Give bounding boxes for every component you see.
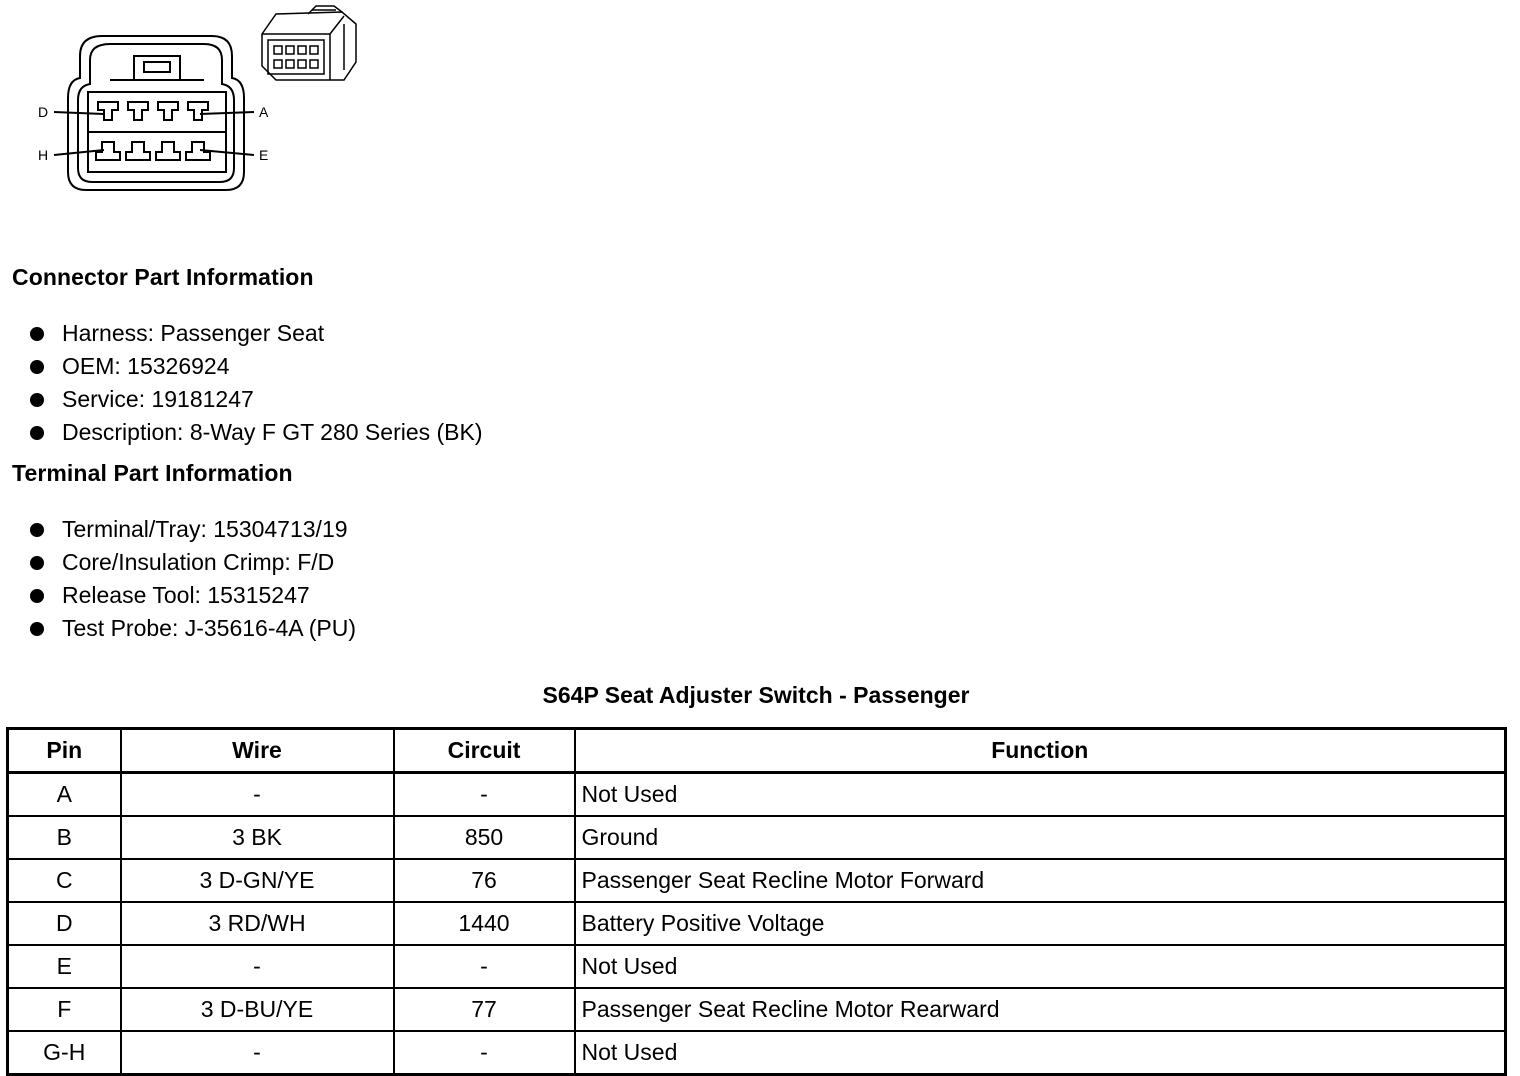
pinout-table xyxy=(6,727,1507,1076)
bullet-icon xyxy=(30,360,44,374)
wire-cell: - xyxy=(121,945,394,988)
wire-cell: 3 D-GN/YE xyxy=(121,859,394,902)
function-cell: Not Used xyxy=(575,1031,1506,1075)
circuit-cell: 1440 xyxy=(394,902,575,945)
table-row xyxy=(8,773,1506,817)
table-row xyxy=(8,859,1506,902)
terminal-info-heading: Terminal Part Information xyxy=(12,460,293,486)
list-item: Harness: Passenger Seat xyxy=(30,317,483,350)
list-item: Core/Insulation Crimp: F/D xyxy=(30,546,356,579)
table-title: S64P Seat Adjuster Switch - Passenger xyxy=(542,682,970,708)
column-header-pin: Pin xyxy=(8,729,121,773)
circuit-cell: 76 xyxy=(394,859,575,902)
table-row xyxy=(8,902,1506,945)
bullet-icon xyxy=(30,622,44,636)
pin-cell: E xyxy=(8,945,121,988)
bullet-icon xyxy=(30,426,44,440)
bullet-icon xyxy=(30,556,44,570)
pin-cell: D xyxy=(8,902,121,945)
function-cell: Passenger Seat Recline Motor Forward xyxy=(575,859,1506,902)
pin-label-h: H xyxy=(38,147,49,163)
bottom-row-cavities xyxy=(96,142,210,160)
connector-diagram xyxy=(0,0,380,200)
table-row xyxy=(8,945,1506,988)
connector-info-list xyxy=(30,317,483,449)
terminal-info-list xyxy=(30,513,356,645)
table-row xyxy=(8,816,1506,859)
bullet-icon xyxy=(30,589,44,603)
pin-label-e: E xyxy=(259,147,269,163)
circuit-cell: - xyxy=(394,1031,575,1075)
wire-cell: 3 RD/WH xyxy=(121,902,394,945)
list-item: Test Probe: J-35616-4A (PU) xyxy=(30,612,356,645)
function-cell: Battery Positive Voltage xyxy=(575,902,1506,945)
function-cell: Passenger Seat Recline Motor Rearward xyxy=(575,988,1506,1031)
column-header-function: Function xyxy=(575,729,1506,773)
list-item: OEM: 15326924 xyxy=(30,350,483,383)
table-row xyxy=(8,988,1506,1031)
column-header-wire: Wire xyxy=(121,729,394,773)
list-item: Terminal/Tray: 15304713/19 xyxy=(30,513,356,546)
table-row xyxy=(8,1031,1506,1075)
bullet-icon xyxy=(30,523,44,537)
function-cell: Ground xyxy=(575,816,1506,859)
bullet-icon xyxy=(30,327,44,341)
circuit-cell: - xyxy=(394,945,575,988)
connector-isometric-view xyxy=(262,6,356,80)
circuit-cell: 77 xyxy=(394,988,575,1031)
pin-cell: A xyxy=(8,773,121,817)
wire-cell: 3 BK xyxy=(121,816,394,859)
pin-cell: G-H xyxy=(8,1031,121,1075)
circuit-cell: 850 xyxy=(394,816,575,859)
wire-cell: 3 D-BU/YE xyxy=(121,988,394,1031)
connector-latch xyxy=(134,56,180,80)
table-header-row xyxy=(8,729,1506,773)
pin-label-d: D xyxy=(38,104,49,120)
function-cell: Not Used xyxy=(575,945,1506,988)
function-cell: Not Used xyxy=(575,773,1506,817)
bullet-icon xyxy=(30,393,44,407)
column-header-circuit: Circuit xyxy=(394,729,575,773)
pin-cell: F xyxy=(8,988,121,1031)
wire-cell: - xyxy=(121,1031,394,1075)
wire-cell: - xyxy=(121,773,394,817)
list-item: Release Tool: 15315247 xyxy=(30,579,356,612)
circuit-cell: - xyxy=(394,773,575,817)
connector-info-heading: Connector Part Information xyxy=(12,264,314,290)
top-row-cavities xyxy=(98,102,208,120)
pin-label-a: A xyxy=(259,104,269,120)
pin-cell: C xyxy=(8,859,121,902)
pin-cell: B xyxy=(8,816,121,859)
list-item: Service: 19181247 xyxy=(30,383,483,416)
list-item: Description: 8-Way F GT 280 Series (BK) xyxy=(30,416,483,449)
